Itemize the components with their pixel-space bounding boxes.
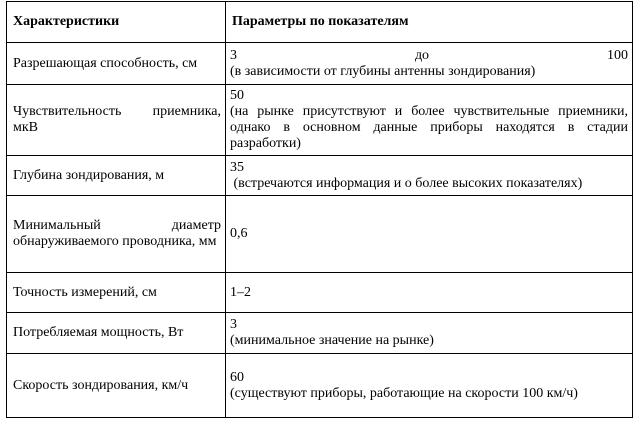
table-row [7, 313, 633, 354]
row-value-accuracy: 1–2 [226, 273, 633, 313]
row-name-accuracy: Точность измерений, см [7, 273, 226, 313]
row-name-sensitivity: Чувствительность приемника, мкВ [7, 85, 226, 156]
row-value-depth [226, 156, 633, 196]
value-range-line [230, 48, 628, 64]
value-main: 35 [230, 159, 244, 175]
value-main: 60 [230, 369, 244, 385]
value-note: (минимальное значение на рынке) [230, 333, 434, 348]
range-min: 3 [230, 47, 237, 63]
header-characteristics: Характеристики [7, 2, 226, 43]
range-max: 100 [607, 47, 628, 63]
header-parameters: Параметры по показателям [226, 2, 633, 43]
row-name-speed: Скорость зондирования, км/ч [7, 354, 226, 418]
row-value-resolution [226, 43, 633, 85]
specs-table [6, 1, 633, 418]
row-value-min-diameter: 0,6 [226, 196, 633, 273]
row-name-depth: Глубина зондирования, м [7, 156, 226, 196]
row-value-speed [226, 354, 633, 418]
header-row [7, 2, 633, 43]
row-name-resolution: Разрешающая способность, см [7, 43, 226, 85]
row-value-sensitivity [226, 85, 633, 156]
table-row [7, 354, 633, 418]
table-row [7, 273, 633, 313]
value-note: (на рынке присутствуют и более чувствительные приемники, однако в основном данные приборы находятся в стадии разработки) [230, 104, 628, 151]
table-row [7, 156, 633, 196]
value-main: 3 [230, 317, 237, 332]
range-to: до [414, 47, 430, 63]
table-row [7, 85, 633, 156]
row-name-min-diameter: Минимальный диаметр обнаруживаемого проводника, мм [7, 196, 226, 273]
table-row [7, 196, 633, 273]
value-main: 50 [230, 88, 244, 103]
value-note: (встречаются информация и о более высоких показателях) [230, 175, 583, 191]
value-note: (существуют приборы, работающие на скорости 100 км/ч) [230, 385, 578, 401]
value-note: (в зависимости от глубины антенны зондирования) [230, 63, 536, 79]
table-row [7, 43, 633, 85]
row-name-power: Потребляемая мощность, Вт [7, 313, 226, 354]
row-value-power [226, 313, 633, 354]
